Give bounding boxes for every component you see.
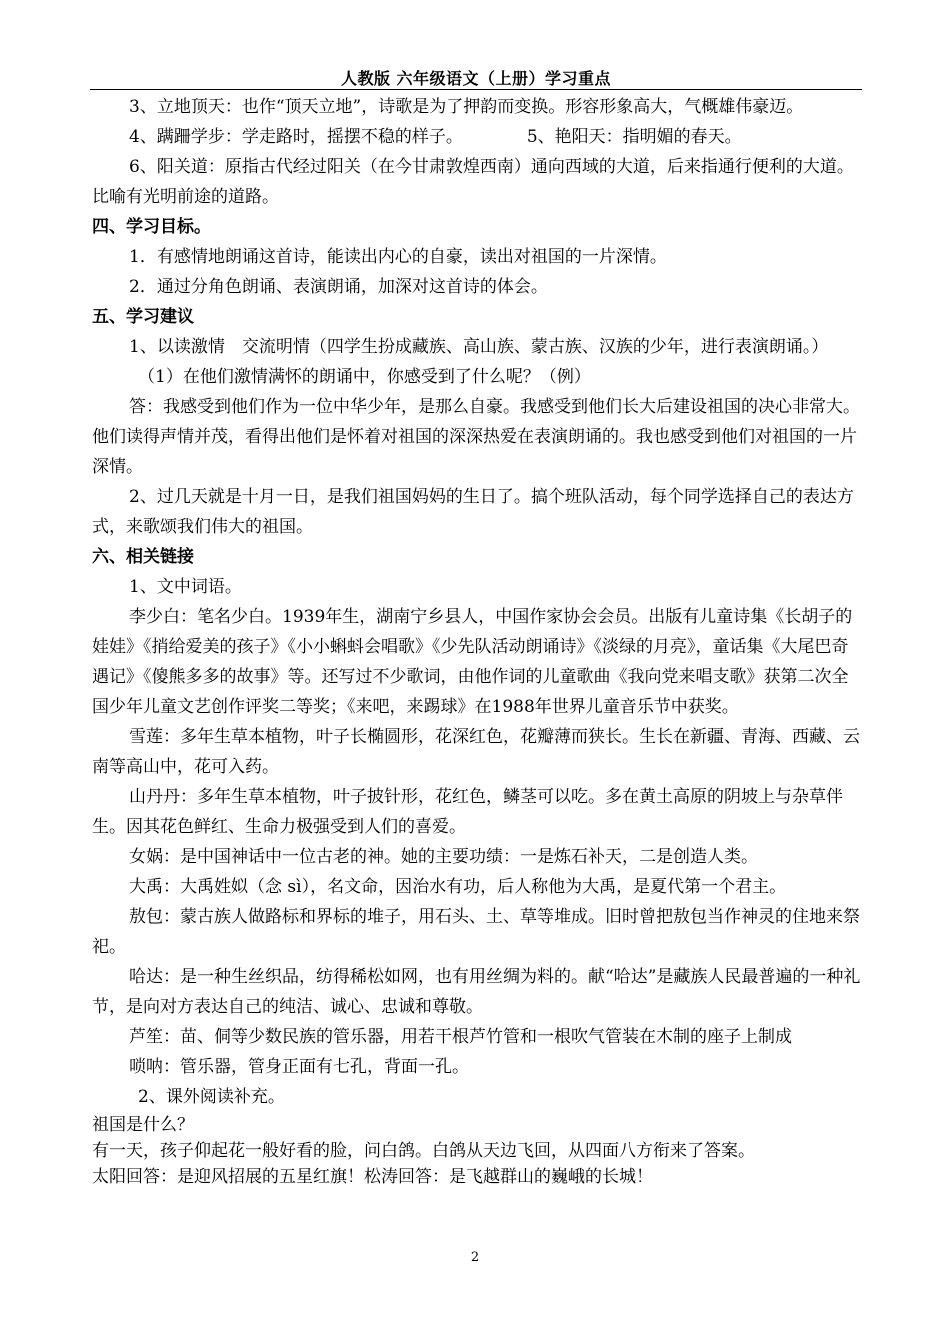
page-number: 2 [470, 1250, 480, 1265]
term-shandandan: 山丹丹：多年生草本植物，叶子披针形，花红色，鳞茎可以吃。多在黄土高原的阴坡上与杂草伴生。因其花色鲜红、生命力极强受到人们的喜爱。 [92, 787, 843, 837]
vocab-items-4-5 [92, 122, 862, 152]
section-heading-advice: 五、学习建议 [92, 307, 194, 327]
header-rule [90, 89, 862, 90]
advice-item-1: 1、以读激情 交流明情（四学生扮成藏族、高山族、蒙古族、汉族的少年，进行表演朗诵。） [129, 337, 829, 357]
poem-title: 祖国是什么？ [92, 1115, 194, 1135]
poem-line-1: 有一天，孩子仰起花一般好看的脸，问白鸽。白鸽从天边飞回，从四面八方衔来了答案。 [92, 1141, 755, 1161]
section-heading-links: 六、相关链接 [92, 547, 194, 567]
term-aobao: 敖包：蒙古族人做路标和界标的堆子，用石头、土、草等堆成。旧时曾把敖包当作神灵的住地来祭祀。 [92, 907, 860, 957]
advice-item-2: 2、过几天就是十月一日，是我们祖国妈妈的生日了。搞个班队活动，每个同学选择自己的表达方式，来歌颂我们伟大的祖国。 [92, 487, 854, 537]
term-xuelian: 雪莲：多年生草本植物，叶子长椭圆形，花深红色，花瓣薄而狭长。生长在新疆、青海、西藏、云南等高山中，花可入药。 [92, 727, 860, 777]
term-lusheng: 芦笙：苗、侗等少数民族的管乐器，用若干根芦竹管和一根吹气管装在木制的座子上制成 [129, 1027, 792, 1047]
vocab-item-4: 4、蹒跚学步：学走路时，摇摆不稳的样子。 [129, 127, 463, 147]
vocab-item-3: 3、立地顶天：也作“顶天立地”，诗歌是为了押韵而变换。形容形象高大，气概雄伟豪迈。 [129, 97, 804, 117]
term-dayu: 大禹：大禹姓姒（念 sì），名文命，因治水有功，后人称他为大禹，是夏代第一个君主。 [129, 877, 787, 897]
advice-question: （1）在他们激情满怀的朗诵中，你感受到了什么呢？（例） [138, 367, 591, 387]
vocab-item-5: 5、艳阳天：指明媚的春天。 [526, 127, 742, 147]
section-heading-goals: 四、学习目标。 [92, 217, 211, 237]
page-header: 人教版 六年级语文（上册）学习重点 [340, 69, 612, 88]
term-nvwa: 女娲：是中国神话中一位古老的神。她的主要功绩：一是炼石补天，二是创造人类。 [129, 847, 758, 867]
term-hada: 哈达：是一种生丝织品，纺得稀松如网，也有用丝绸为料的。献“哈达”是藏族人民最普遍的一种礼节，是向对方表达自己的纯洁、诚心、忠诚和尊敬。 [92, 967, 861, 1017]
vocab-item-6: 6、阳关道：原指古代经过阳关（在今甘肃敦煌西南）通向西域的大道，后来指通行便利的大道。比喻有光明前途的道路。 [92, 157, 854, 207]
goal-item-2: 2．通过分角色朗诵、表演朗诵，加深对这首诗的体会。 [129, 277, 548, 297]
goal-item-1: 1．有感情地朗诵这首诗，能读出内心的自豪，读出对祖国的一片深情。 [129, 247, 667, 267]
advice-answer: 答：我感受到他们作为一位中华少年，是那么自豪。我感受到他们长大后建设祖国的决心非常大。他们读得声情并茂，看得出他们是怀着对祖国的深深热爱在表演朗诵的。我也感受到他们对祖国的一片深情。 [92, 397, 860, 477]
links-subheading-reading: 2、课外阅读补充。 [138, 1087, 285, 1107]
poem-line-2: 太阳回答：是迎风招展的五星红旗！松涛回答：是飞越群山的巍峨的长城！ [92, 1167, 653, 1187]
links-subheading-words: 1、文中词语。 [129, 577, 242, 597]
term-suona: 唢呐：管乐器，管身正面有七孔，背面一孔。 [129, 1057, 469, 1077]
term-li-shaobai: 李少白：笔名少白。1939年生，湖南宁乡县人，中国作家协会会员。出版有儿童诗集《长胡子的娃娃》《捎给爱美的孩子》《小小蝌蚪会唱歌》《少先队活动朗诵诗》《淡绿的月亮》，童话集《大尾巴奇遇记》《傻熊多多的故事》等。还写过不少歌词，由他作词的儿童歌曲《我向党来唱支歌》获第二次全国少年儿童文艺创作评奖二等奖；《来吧，来踢球》在1988年世界儿童音乐节中获奖。 [92, 607, 853, 717]
document-body [92, 92, 862, 1190]
